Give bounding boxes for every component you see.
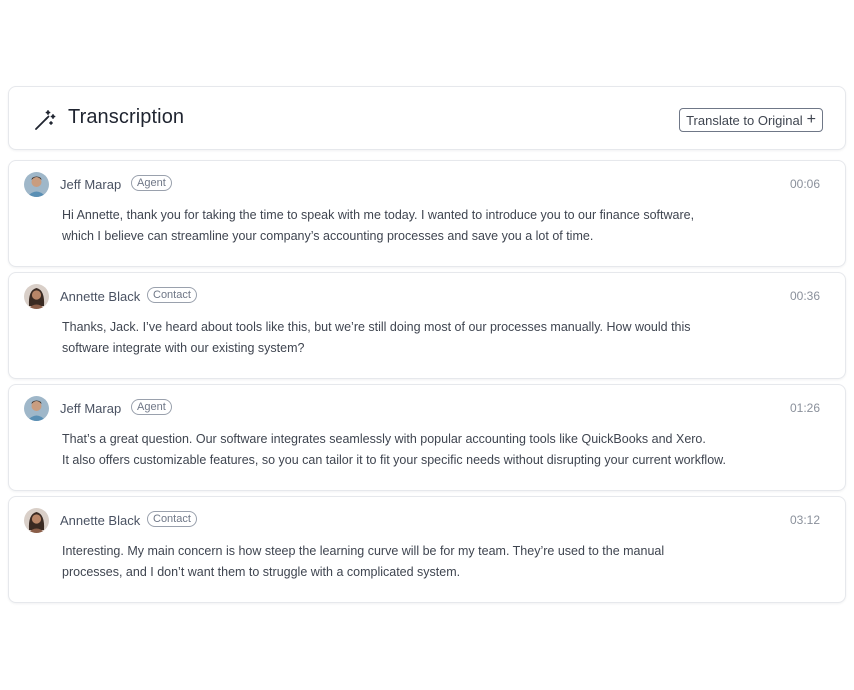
transcript-message (8, 496, 846, 603)
message-line: Thanks, Jack. I’ve heard about tools like this, but we’re still doing most of our processes manually. How would this (62, 320, 691, 334)
message-line: software integrate with our existing system? (62, 341, 305, 355)
message-line: Interesting. My main concern is how steep the learning curve will be for my team. They’re used to the manual (62, 544, 665, 558)
transcript-message (8, 384, 846, 491)
translate-button-label: Translate to Original (686, 112, 803, 128)
avatar (24, 508, 49, 533)
page-title: Transcription (68, 106, 185, 128)
timestamp: 00:06 (789, 177, 820, 191)
message-line: which I believe can streamline your company’s accounting processes and save you a lot of time. (62, 229, 594, 243)
magic-wand-icon (33, 108, 57, 132)
message-line: That’s a great question. Our software integrates seamlessly with popular accounting tools like QuickBooks and Xero. (62, 432, 706, 446)
avatar (24, 396, 49, 421)
message-line: It also offers customizable features, so you can tailor it to fit your specific needs without disrupting your current workflow. (62, 453, 726, 467)
speaker-name: Jeff Marap (60, 177, 122, 192)
translate-to-original-button[interactable] (679, 108, 823, 132)
timestamp: 00:36 (789, 289, 820, 303)
avatar (24, 284, 49, 309)
role-badge: Agent (131, 399, 172, 415)
speaker-name: Annette Black (60, 289, 141, 304)
speaker-name: Jeff Marap (60, 401, 122, 416)
message-text (62, 205, 782, 247)
transcript-message (8, 160, 846, 267)
message-line: Hi Annette, thank you for taking the time to speak with me today. I wanted to introduce you to our finance software, (62, 208, 695, 222)
plus-icon: + (806, 111, 816, 128)
timestamp: 01:26 (789, 401, 820, 415)
transcript-message (8, 272, 846, 379)
message-text (62, 317, 782, 359)
message-text (62, 541, 782, 583)
role-badge: Contact (147, 287, 197, 303)
role-badge: Agent (131, 175, 172, 191)
transcription-header (8, 86, 846, 150)
message-line: processes, and I don’t want them to struggle with a complicated system. (62, 565, 461, 579)
avatar (24, 172, 49, 197)
timestamp: 03:12 (789, 513, 820, 527)
message-text (62, 429, 782, 471)
role-badge: Contact (147, 511, 197, 527)
speaker-name: Annette Black (60, 513, 141, 528)
